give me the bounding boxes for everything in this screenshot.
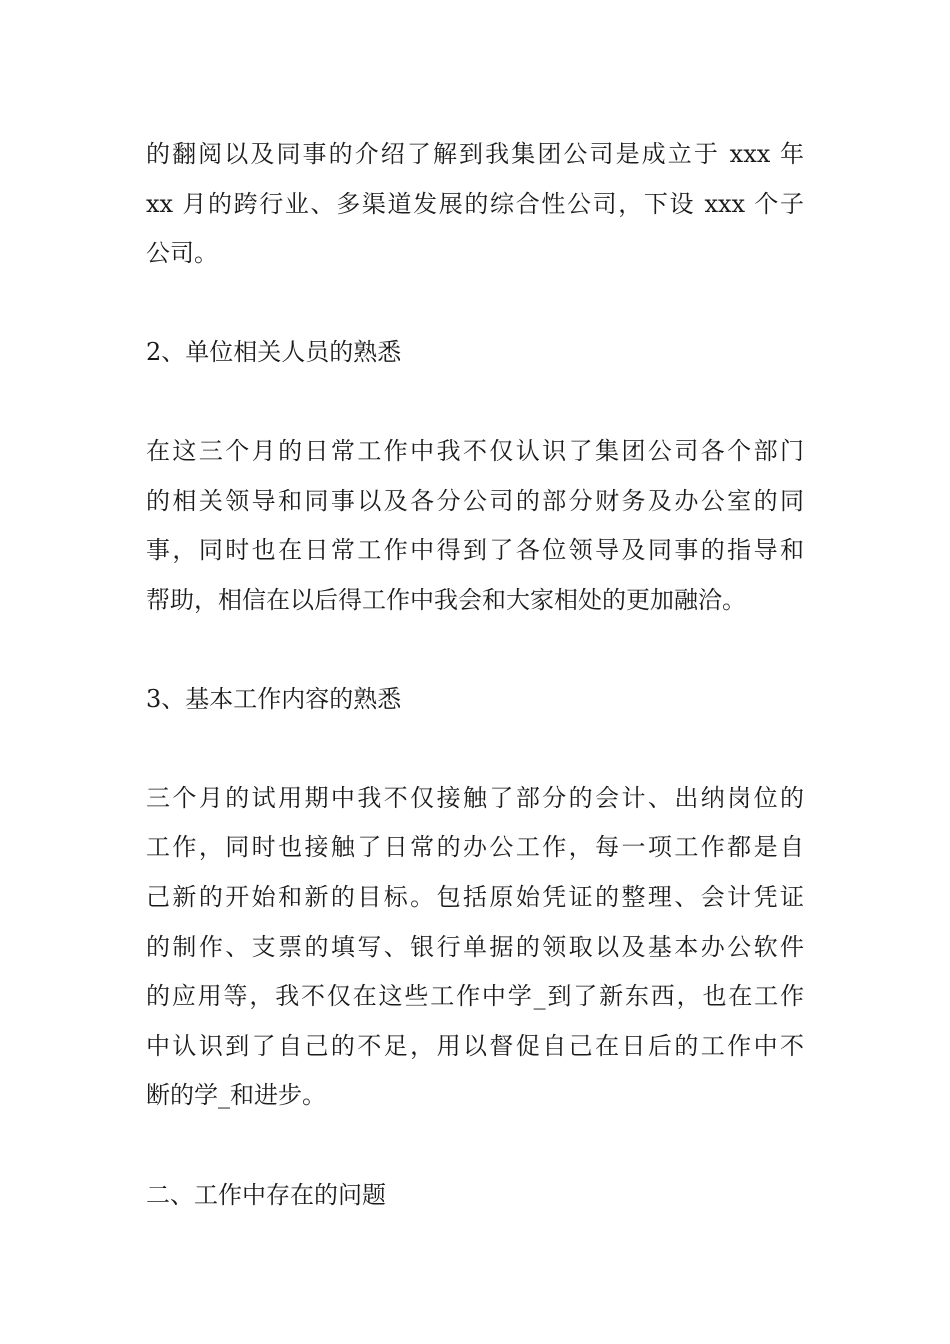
paragraph-line: 的相关领导和同事以及各分公司的部分财务及办公室的同 [146, 487, 804, 515]
paragraph-line: xx 月的跨行业、多渠道发展的综合性公司，下设 xxx 个子 [146, 190, 804, 218]
paragraph-line: 的制作、支票的填写、银行单据的领取以及基本办公软件 [146, 933, 804, 961]
section-heading-problems: 二、工作中存在的问题 [146, 1181, 386, 1209]
paragraph-line: 的翻阅以及同事的介绍了解到我集团公司是成立于 xxx 年 [146, 140, 804, 168]
paragraph-line: 的应用等，我不仅在这些工作中学_到了新东西，也在工作 [146, 982, 804, 1010]
paragraph-line: 帮助，相信在以后得工作中我会和大家相处的更加融洽。 [146, 586, 746, 614]
paragraph-line: 事，同时也在日常工作中得到了各位领导及同事的指导和 [146, 536, 804, 564]
subheading-work-content: 3、基本工作内容的熟悉 [146, 685, 402, 713]
paragraph-line: 中认识到了自己的不足，用以督促自己在日后的工作中不 [146, 1032, 804, 1060]
paragraph-line: 三个月的试用期中我不仅接触了部分的会计、出纳岗位的 [146, 784, 804, 812]
paragraph-line: 断的学_和进步。 [146, 1081, 326, 1109]
subheading-personnel: 2、单位相关人员的熟悉 [146, 338, 402, 366]
paragraph-line: 在这三个月的日常工作中我不仅认识了集团公司各个部门 [146, 437, 804, 465]
paragraph-line: 公司。 [146, 239, 218, 267]
paragraph-line: 工作，同时也接触了日常的办公工作，每一项工作都是自 [146, 833, 804, 861]
paragraph-line: 己新的开始和新的目标。包括原始凭证的整理、会计凭证 [146, 883, 804, 911]
